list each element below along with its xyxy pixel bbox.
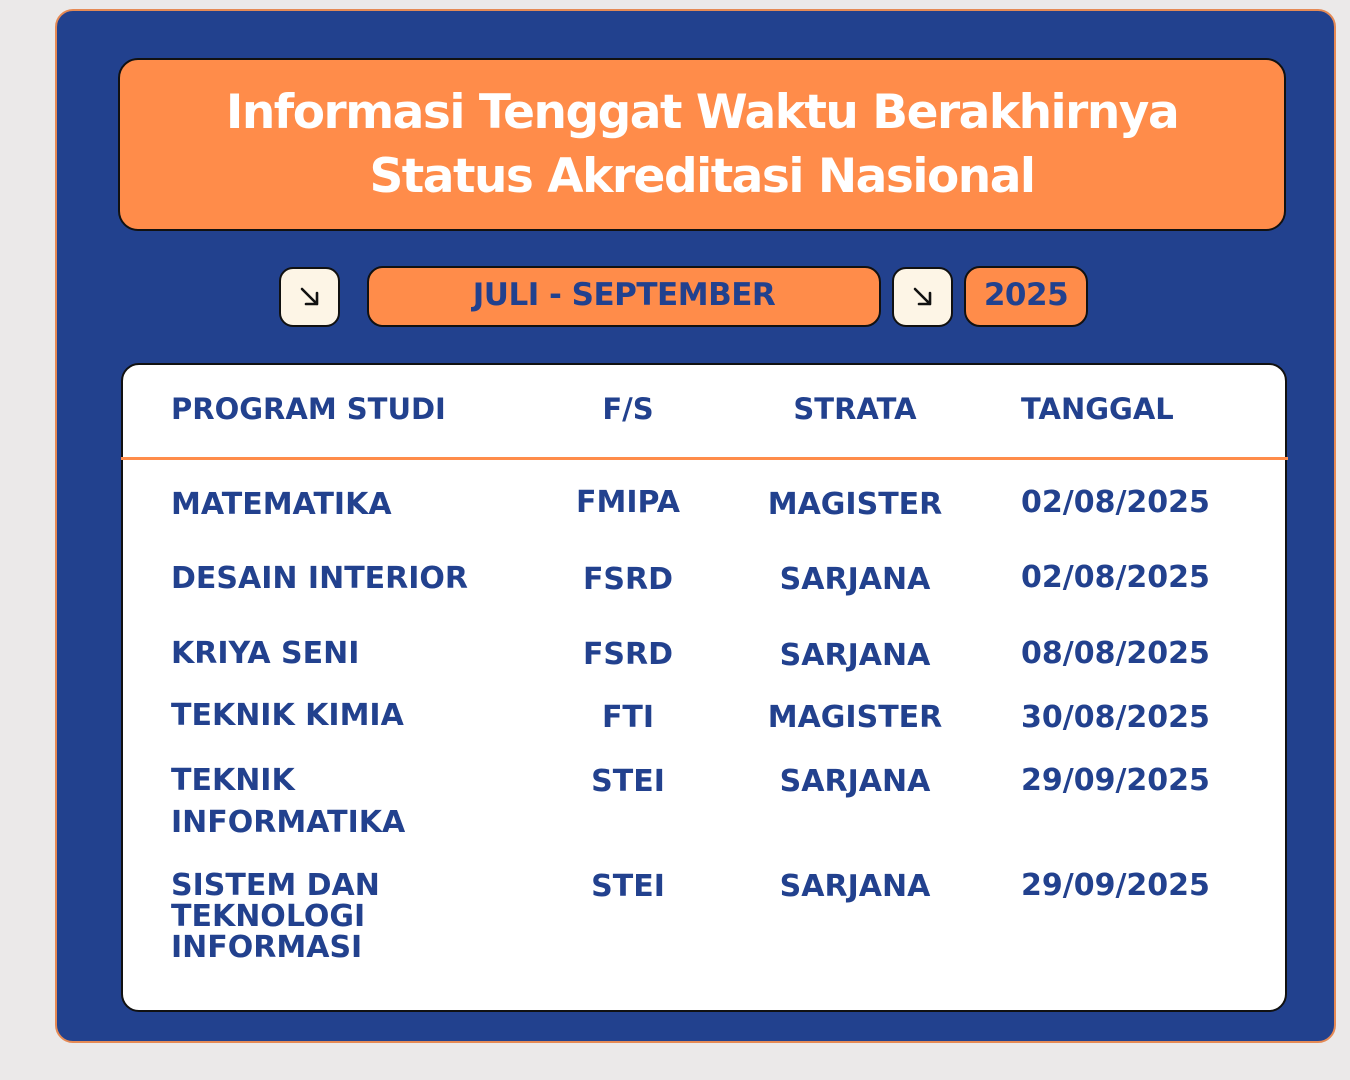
period-label: JULI - SEPTEMBER	[367, 266, 881, 327]
table-row-4-strata: MAGISTER	[767, 700, 943, 735]
header-divider	[121, 457, 1288, 460]
column-header-tanggal: TANGGAL	[1021, 392, 1174, 426]
table-row-6-program: SISTEM DAN TEKNOLOGI INFORMASI	[171, 868, 380, 965]
page-title	[226, 81, 1178, 209]
table-row-5-program: TEKNIK INFORMATIKA	[171, 763, 406, 840]
table-row-3-tanggal: 08/08/2025	[1021, 636, 1210, 671]
year-arrow-button[interactable]	[892, 267, 953, 327]
table-row-1-program: MATEMATIKA	[171, 487, 392, 522]
title-line-2: Status Akreditasi Nasional	[369, 148, 1035, 204]
table-row-2-tanggal: 02/08/2025	[1021, 560, 1210, 595]
arrow-down-right-icon	[910, 284, 936, 310]
arrow-down-right-icon	[297, 284, 323, 310]
table-row-3-program: KRIYA SENI	[171, 636, 360, 671]
table-row-5-tanggal: 29/09/2025	[1021, 763, 1210, 798]
year-label: 2025	[964, 266, 1088, 327]
table-row-1-fs: FMIPA	[576, 485, 680, 520]
table-row-3-strata: SARJANA	[779, 638, 931, 673]
table-row-5-fs: STEI	[591, 764, 665, 799]
table-row-6-strata: SARJANA	[779, 869, 931, 904]
title-line-1: Informasi Tenggat Waktu Berakhirnya	[225, 84, 1179, 140]
table-row-2-strata: SARJANA	[779, 562, 931, 597]
table-row-4-fs: FTI	[601, 700, 655, 735]
title-banner	[118, 58, 1286, 231]
column-header-strata: STRATA	[793, 392, 917, 426]
table-row-1-tanggal: 02/08/2025	[1021, 485, 1210, 520]
column-header-fs: F/S	[602, 392, 654, 426]
table-row-1-strata: MAGISTER	[767, 487, 943, 522]
table-row-5-strata: SARJANA	[779, 764, 931, 799]
table-row-4-program: TEKNIK KIMIA	[171, 698, 404, 733]
table-row-2-program: DESAIN INTERIOR	[171, 561, 469, 596]
table-row-6-tanggal: 29/09/2025	[1021, 868, 1210, 903]
table-row-4-tanggal: 30/08/2025	[1021, 700, 1210, 735]
column-header-program-studi: PROGRAM STUDI	[171, 392, 446, 426]
period-arrow-button[interactable]	[279, 267, 340, 327]
table-row-3-fs: FSRD	[582, 637, 674, 672]
table-row-6-fs: STEI	[591, 869, 665, 904]
table-row-2-fs: FSRD	[582, 562, 674, 597]
